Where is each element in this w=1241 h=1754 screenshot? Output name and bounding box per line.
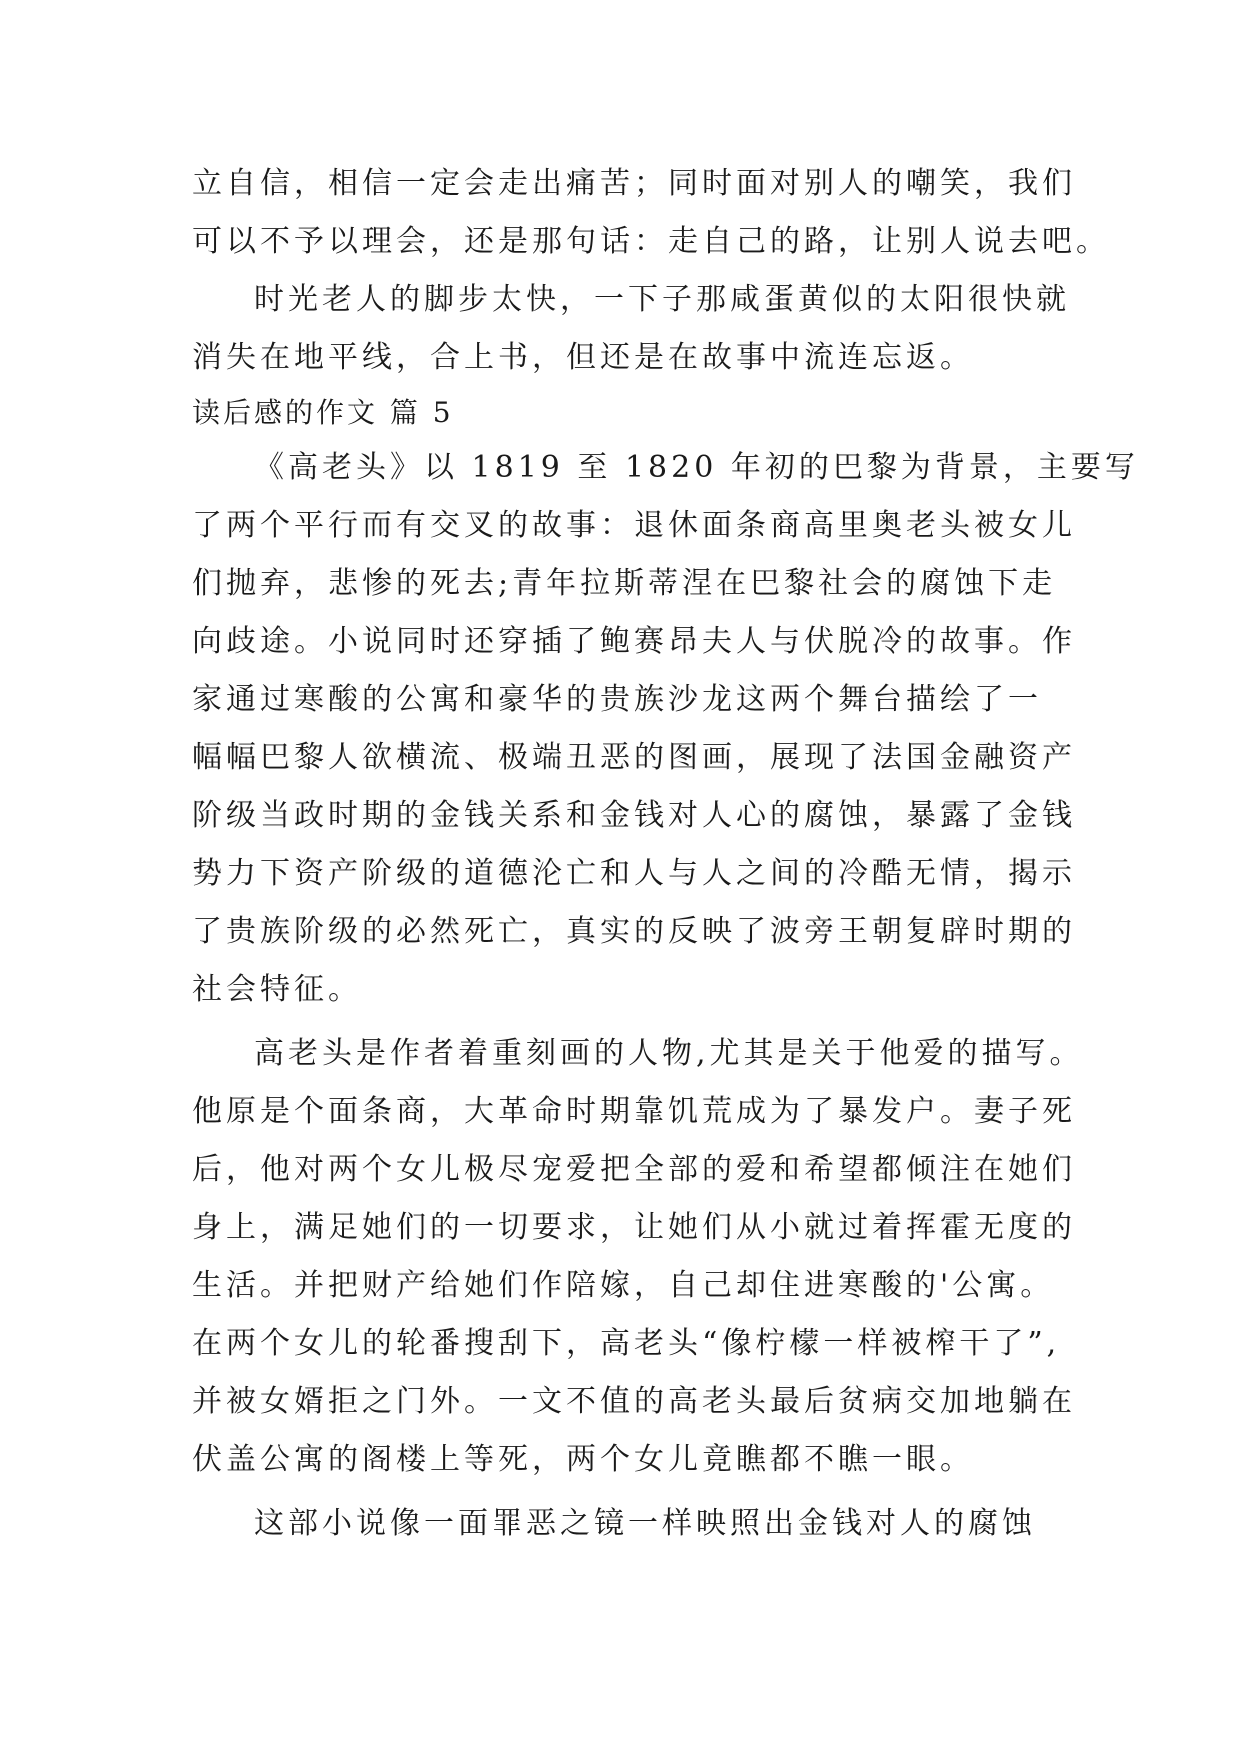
text-line: 并被女婿拒之门外。一文不值的高老头最后贫病交加地躺在 [192,1384,1076,1419]
paragraph [192,439,1139,1019]
text-line: 立自信，相信一定会走出痛苦；同时面对别人的嘲笑，我们 [192,166,1076,201]
text-line: 身上，满足她们的一切要求，让她们从小就过着挥霍无度的 [192,1210,1076,1245]
text-line: 在两个女儿的轮番搜刮下，高老头“像柠檬一样被榨干了”, [192,1326,1061,1361]
text-line: 他原是个面条商，大革命时期靠饥荒成为了暴发户。妻子死 [192,1094,1076,1129]
text-line: 势力下资产阶级的道德沦亡和人与人之间的冷酷无情，揭示 [192,856,1076,891]
document-body [192,155,1139,1553]
text-line: 伏盖公寓的阁楼上等死，两个女儿竟瞧都不瞧一眼。 [192,1442,974,1477]
paragraph [192,271,1070,387]
text-line: 社会特征。 [192,972,362,1007]
text-line: 向歧途。小说同时还穿插了鲍赛昂夫人与伏脱冷的故事。作 [192,624,1076,659]
text-line: 这部小说像一面罪恶之镜一样映照出金钱对人的腐蚀 [254,1506,1036,1541]
text-line: 阶级当政时期的金钱关系和金钱对人心的腐蚀，暴露了金钱 [192,798,1076,833]
text-line: 们抛弃，悲惨的死去;青年拉斯蒂涅在巴黎社会的腐蚀下走 [192,566,1057,601]
text-line: 可以不予以理会，还是那句话：走自己的路，让别人说去吧。 [192,224,1110,259]
text-line: 高老头是作者着重刻画的人物,尤其是关于他爱的描写。 [254,1036,1084,1071]
text-line: 幅幅巴黎人欲横流、极端丑恶的图画，展现了法国金融资产 [192,740,1076,775]
text-line: 后，他对两个女儿极尽宠爱把全部的爱和希望都倾注在她们 [192,1152,1076,1187]
text-line: 家通过寒酸的公寓和豪华的贵族沙龙这两个舞台描绘了一 [192,682,1042,717]
paragraph [192,1025,1084,1489]
paragraph [192,155,1110,271]
text-line: 了贵族阶级的必然死亡，真实的反映了波旁王朝复辟时期的 [192,914,1076,949]
text-line: 生活。并把财产给她们作陪嫁，自己却住进寒酸的'公寓。 [192,1268,1055,1303]
section-heading: 读后感的作文 篇 5 [192,396,454,429]
text-line: 了两个平行而有交叉的故事：退休面条商高里奥老头被女儿 [192,508,1076,543]
text-line: 消失在地平线，合上书，但还是在故事中流连忘返。 [192,340,974,375]
text-line: 《高老头》以 1819 至 1820 年初的巴黎为背景，主要写 [254,450,1139,485]
text-line: 时光老人的脚步太快，一下子那咸蛋黄似的太阳很快就 [254,282,1070,317]
paragraph [192,1495,1062,1553]
